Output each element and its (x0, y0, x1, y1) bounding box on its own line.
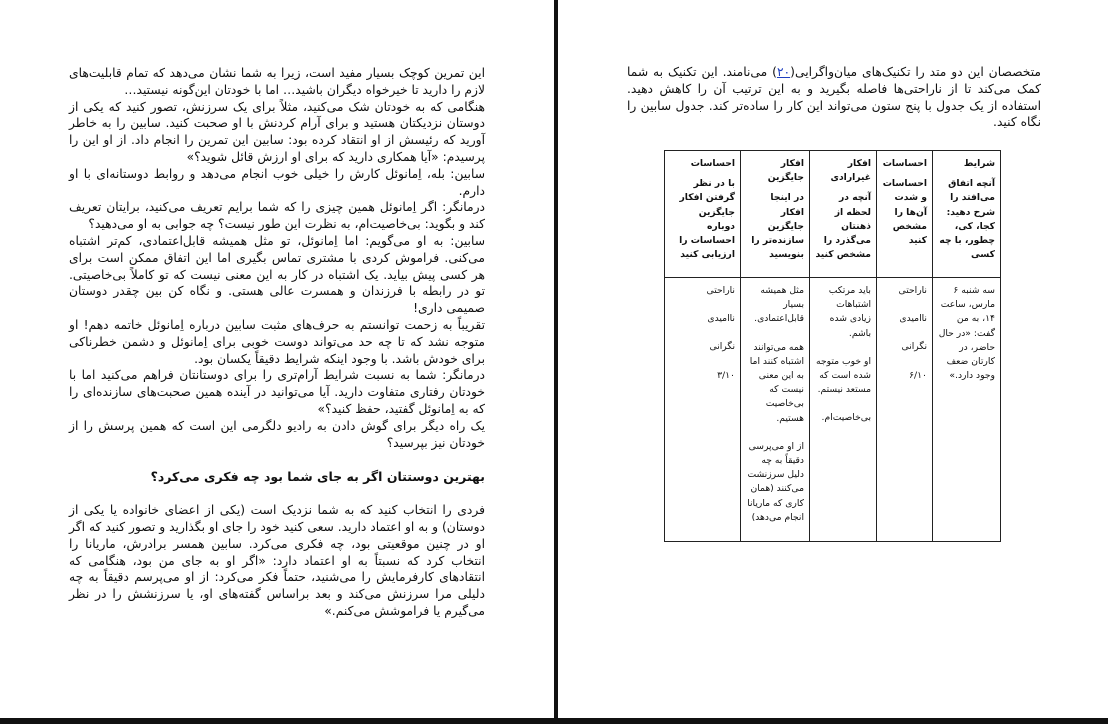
header-reevaluated-emotions: احساسات با در نظر گرفتن افکار جایگزین دوباره احساسات را ارزیابی کنید (665, 151, 741, 278)
paragraph: سابین: به او می‌گویم: اما اِمانوئل، تو مثل همیشه قابل‌اعتمادی، کم‌تر اشتباه می‌کنی. فراموش کردی با مشتری تماس بگیری اما این اتفاق ممکن است برای هر کسی پیش بیاید. یک اشتباه در کار به این معنی نیست که تو کاملاً بی‌خاصیتی. تو در رابطه با فرزندان و همسرت عالی هستی. و نگاه کن بین چقدر دوستان صمیمی داری! (69, 233, 485, 316)
bottom-page-edge (0, 718, 1108, 724)
section-heading: بهترین دوستتان اگر به جای شما بود چه فکری می‌کرد؟ (150, 469, 485, 485)
table-row (665, 278, 1001, 542)
thought-record-table-wrapper (664, 150, 1000, 542)
header-automatic-thoughts: افکار غیرارادی آنچه در لحظه از ذهنتان می‌گذرد را مشخص کنید (810, 151, 877, 278)
right-page-intro (627, 64, 1041, 131)
thought-record-table (664, 150, 1001, 542)
paragraph: درمانگر: اگر اِمانوئل همین چیزی را که شما برایم تعریف می‌کنید، برایتان تعریف کند و بگوید: بی‌خاصیت‌ام، به نظرت این طور نیست؟ چه جوابی به او می‌دهید؟ (69, 200, 485, 232)
paragraph: تقریباً به زحمت توانستم به حرف‌های مثبت سابین درباره اِمانوئل خاتمه دهم! او متوجه نشد که تا چه حد می‌تواند دوست خوبی برای اِمانوئل و دشمن خطرناکی برای خودش باشد. با وجود اینکه شرایط دقیقاً یکسان بود. (69, 317, 485, 366)
paragraph: این تمرین کوچک بسیار مفید است، زیرا به شما نشان می‌دهد که تمام قابلیت‌های لازم را دارید تا خیرخواه دیگران باشید… اما با خودتان این‌گونه نیستید… (69, 66, 485, 97)
paragraph: هنگامی که به خودتان شک می‌کنید، مثلاً برای یک سرزنش، تصور کنید که یکی از دوستان نزدیکتان هستید و برای آرام کردنش با او صحبت کنید. سابین را به خاطر آورید که رئیسش از او انتقاد کرده بود: سابین این تمرین را انجام داد. از او این را پرسیدم: «آیا همکاری دارید که برای او ارزش قائل شوید؟» (69, 99, 485, 164)
header-alternative-thoughts: افکار جایگزین در اینجا افکار جایگزین سازنده‌تر را بنویسید (741, 151, 810, 278)
paragraph: یک راه دیگر برای گوش دادن به رادیو دلگرمی این است که همین پرسش را از خودتان نیز بپرسید؟ (69, 418, 485, 450)
table-header-row (665, 151, 1001, 278)
paragraph: درمانگر: شما به نسبت شرایط آرام‌تری را برای دوستانتان فراهم می‌کنید اما با خودتان رفتاری متفاوت دارید. آیا می‌توانید در آینده همین صحبت‌های سازنده‌ای را که به اِمانوئل گفتید، حفظ کنید؟» (69, 368, 485, 416)
right-page (559, 0, 1108, 718)
paragraph: سابین: بله، اِمانوئل کارش را خیلی خوب انجام می‌دهد و روابط دوستانه‌ای با او دارم. (69, 166, 485, 198)
header-situation: شرایط آنچه اتفاق می‌افتد را شرح دهید: کجا، کی، چطور، با چه کسی (933, 151, 1001, 278)
left-page (0, 0, 554, 718)
intro-text-end: ) می‌نامند. این تکنیک به شما کمک می‌کند تا از ناراحتی‌ها فاصله بگیرید و به این ترتیب آن را کاهش دهید. استفاده از یک جدول با پنج ستون می‌تواند این کار را ساده‌تر کند. جدول سابین را نگاه کنید. (627, 65, 1041, 130)
cell-automatic-thoughts: باید مرتکب اشتباهات زیادی شده باشم. او خوب متوجه شده است که مستعد نیستم. بی‌خاصیت‌ام. (810, 278, 877, 542)
book-spine-divider (554, 0, 558, 724)
header-emotions: احساسات احساسات و شدت آن‌ها را مشخص کنید (877, 151, 933, 278)
cell-reevaluated-emotions: ناراحتی ناامیدی نگرانی ۳/۱۰ (665, 278, 741, 542)
cell-situation: سه شنبه ۶ مارس، ساعت ۱۴، به من گفت: «در حال حاضر، در کارتان ضعف وجود دارد.» (933, 278, 1001, 542)
intro-text-start: متخصصان این دو متد را تکنیک‌های میان‌واگرایی( (790, 65, 1042, 79)
cell-emotions: ناراحتی ناامیدی نگرانی ۶/۱۰ (877, 278, 933, 542)
paragraph (627, 64, 1041, 131)
footnote-reference-link[interactable]: ۲۰ (776, 65, 791, 79)
paragraph: فردی را انتخاب کنید که به شما نزدیک است (یکی از اعضای خانواده یا یکی از دوستان) و به او اعتماد دارید. سعی کنید خود را جای او بگذارید و تصور کنید که اگر او در چنین موقعیتی بود، چه فکری می‌کرد. سابین همسر برادرش، ماریانا را انتخاب کرد که نسبتاً به او اعتماد دارد: «اگر او به جای من بود، هنگامی که انتقادهای کارفرمایش را می‌شنید، حتماً فکر می‌کرد: از او می‌پرسم دقیقاً به چه دلیلی مرا سرزنش می‌کند و بعد براساس گفته‌های او، یا سرزنشش را در نظر می‌گیرم یا فراموشش می‌کنم.» (69, 503, 485, 618)
cell-alternative-thoughts: مثل همیشه بسیار قابل‌اعتمادی. همه می‌توانند اشتباه کنند اما به این معنی نیست که بی‌خاصیت هستیم. از او می‌پرسی دقیقاً به چه دلیل سرزنشت می‌کنند (همان کاری که ماریانا انجام می‌دهد) (741, 278, 810, 542)
left-page-text (69, 65, 485, 620)
